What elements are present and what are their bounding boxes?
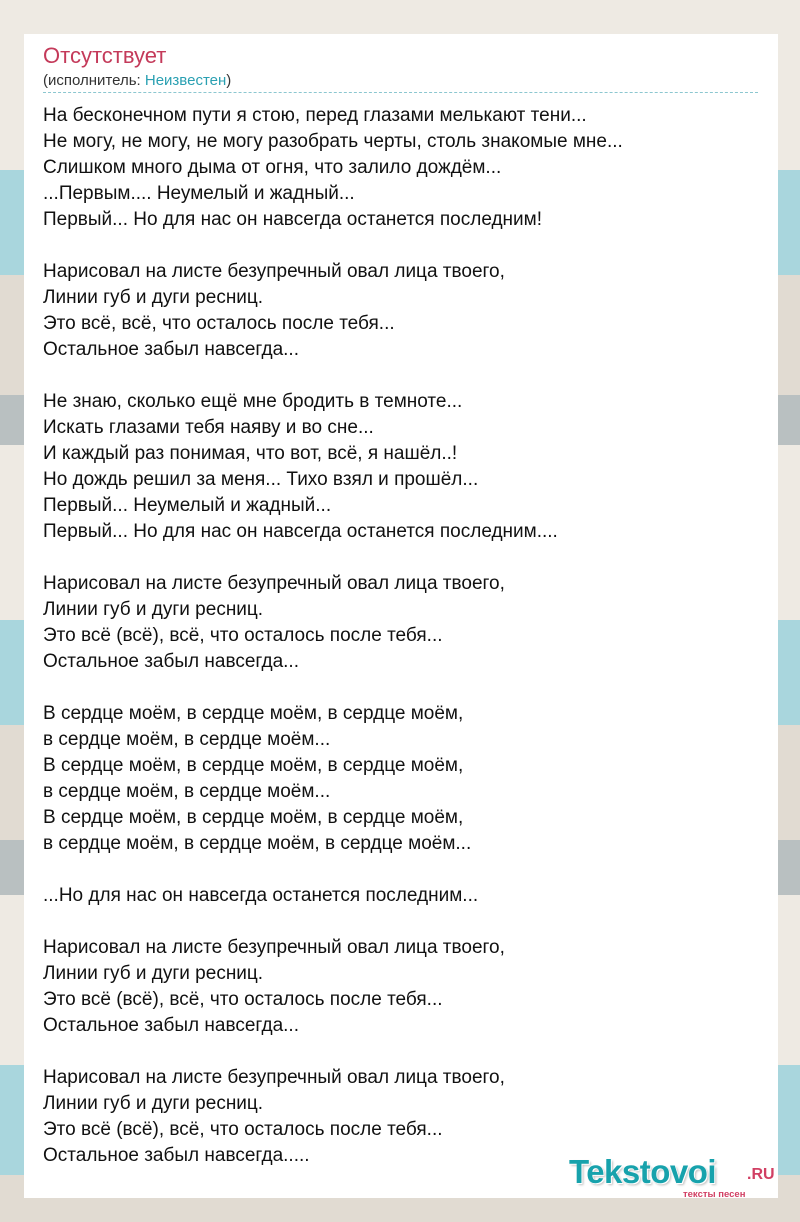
lyrics-line: Остальное забыл навсегда...	[43, 651, 299, 672]
lyrics-stanza	[43, 103, 763, 233]
lyrics-line: Линии губ и дуги ресниц.	[43, 963, 264, 984]
artist-byline	[43, 72, 231, 89]
lyrics-line: ...Но для нас он навсегда останется последним...	[43, 885, 479, 906]
logo-wordmark: Tekstovoi	[569, 1153, 717, 1190]
lyrics-line: И каждый раз понимая, что вот, всё, я нашёл..!	[43, 443, 458, 464]
lyrics-line: Слишком много дыма от огня, что залило дождём...	[43, 157, 502, 178]
lyrics-body	[43, 103, 763, 1195]
lyrics-line: Первый... Неумелый и жадный...	[43, 495, 332, 516]
lyrics-stanza	[43, 701, 763, 857]
lyrics-stanza	[43, 883, 763, 909]
lyrics-line: Это всё (всё), всё, что осталось после тебя...	[43, 1119, 443, 1140]
lyrics-line: Нарисовал на листе безупречный овал лица твоего,	[43, 1067, 505, 1088]
lyrics-stanza	[43, 935, 763, 1039]
lyrics-line: Не могу, не могу, не могу разобрать черты, столь знакомые мне...	[43, 131, 623, 152]
lyrics-line: Это всё (всё), всё, что осталось после тебя...	[43, 625, 443, 646]
lyrics-line: Остальное забыл навсегда.....	[43, 1145, 310, 1166]
lyrics-line: в сердце моём, в сердце моём, в сердце моём...	[43, 833, 472, 854]
lyrics-line: Это всё (всё), всё, что осталось после тебя...	[43, 989, 443, 1010]
lyrics-line: На бесконечном пути я стою, перед глазами мелькают тени...	[43, 105, 587, 126]
artist-link[interactable]: Неизвестен	[144, 72, 227, 89]
lyrics-line: Линии губ и дуги ресниц.	[43, 599, 264, 620]
lyrics-line: Искать глазами тебя наяву и во сне...	[43, 417, 374, 438]
site-logo[interactable]	[569, 1154, 779, 1198]
lyrics-line: В сердце моём, в сердце моём, в сердце моём,	[43, 807, 464, 828]
logo-domain: .RU	[747, 1166, 775, 1183]
byline-prefix: (исполнитель:	[43, 72, 145, 89]
lyrics-line: В сердце моём, в сердце моём, в сердце моём,	[43, 703, 464, 724]
lyrics-line: Нарисовал на листе безупречный овал лица твоего,	[43, 573, 505, 594]
lyrics-card	[24, 34, 778, 1198]
lyrics-line: Линии губ и дуги ресниц.	[43, 1093, 264, 1114]
lyrics-line: в сердце моём, в сердце моём...	[43, 729, 331, 750]
lyrics-line: Первый... Но для нас он навсегда останется последним....	[43, 521, 558, 542]
lyrics-line: Это всё, всё, что осталось после тебя...	[43, 313, 395, 334]
lyrics-line: в сердце моём, в сердце моём...	[43, 781, 331, 802]
byline-suffix: )	[226, 72, 232, 89]
lyrics-line: Линии губ и дуги ресниц.	[43, 287, 264, 308]
lyrics-line: Нарисовал на листе безупречный овал лица твоего,	[43, 261, 505, 282]
title-divider	[43, 92, 758, 93]
lyrics-line: Остальное забыл навсегда...	[43, 1015, 299, 1036]
lyrics-stanza	[43, 389, 763, 545]
lyrics-line: Первый... Но для нас он навсегда останется последним!	[43, 209, 543, 230]
lyrics-line: ...Первым.... Неумелый и жадный...	[43, 183, 355, 204]
lyrics-line: Остальное забыл навсегда...	[43, 339, 299, 360]
lyrics-line: Нарисовал на листе безупречный овал лица твоего,	[43, 937, 505, 958]
lyrics-line: В сердце моём, в сердце моём, в сердце моём,	[43, 755, 464, 776]
lyrics-stanza	[43, 259, 763, 363]
logo-tagline: тексты песен	[683, 1189, 746, 1200]
lyrics-line: Но дождь решил за меня... Тихо взял и прошёл...	[43, 469, 479, 490]
lyrics-line: Не знаю, сколько ещё мне бродить в темноте...	[43, 391, 463, 412]
lyrics-stanza	[43, 571, 763, 675]
song-title: Отсутствует	[43, 43, 167, 68]
